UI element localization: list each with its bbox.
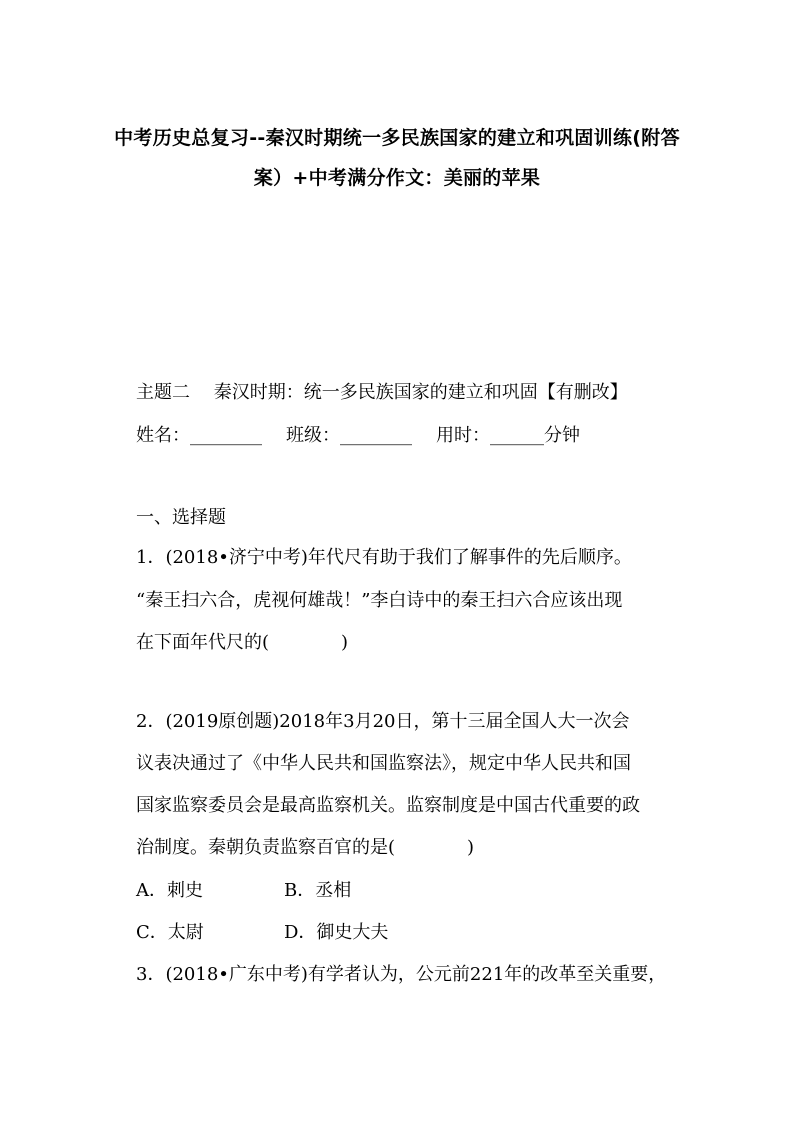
q2-line1: 2．(2019原创题)2018年3月20日，第十三届全国人大一次会 [136, 711, 630, 732]
time-field: 用时：______分钟 [436, 425, 580, 446]
name-field: 姓名：________ [136, 425, 262, 446]
q2-line4: 治制度。秦朝负责监察百官的是( ) [136, 837, 475, 858]
section-heading: 一、选择题 [136, 507, 226, 528]
class-field: 班级：________ [286, 425, 412, 446]
q1-line2: “秦王扫六合，虎视何雄哉！”李白诗中的秦王扫六合应该出现 [136, 590, 623, 611]
doc-title-line1: 中考历史总复习--秦汉时期统一多民族国家的建立和巩固训练(附答 [114, 127, 680, 149]
q2-option-c: C．太尉 [136, 922, 204, 943]
doc-title-line2: 案）+中考满分作文：美丽的苹果 [253, 167, 541, 189]
q2-option-a: A．刺史 [136, 880, 203, 901]
q1-line3: 在下面年代尺的( ) [136, 632, 349, 653]
q2-line3: 国家监察委员会是最高监察机关。监察制度是中国古代重要的政 [136, 795, 640, 816]
topic-heading: 主题二 秦汉时期：统一多民族国家的建立和巩固【有删改】 [136, 382, 628, 403]
q2-option-d: D．御史大夫 [284, 922, 389, 943]
q2-line2: 议表决通过了《中华人民共和国监察法》，规定中华人民共和国 [136, 753, 631, 774]
student-info-row [136, 423, 580, 449]
q3-line1: 3．(2018•广东中考)有学者认为，公元前221年的改革至关重要， [136, 964, 667, 985]
q2-option-b: B．丞相 [284, 880, 352, 901]
q1-line1: 1．(2018•济宁中考)年代尺有助于我们了解事件的先后顺序。 [136, 547, 632, 568]
